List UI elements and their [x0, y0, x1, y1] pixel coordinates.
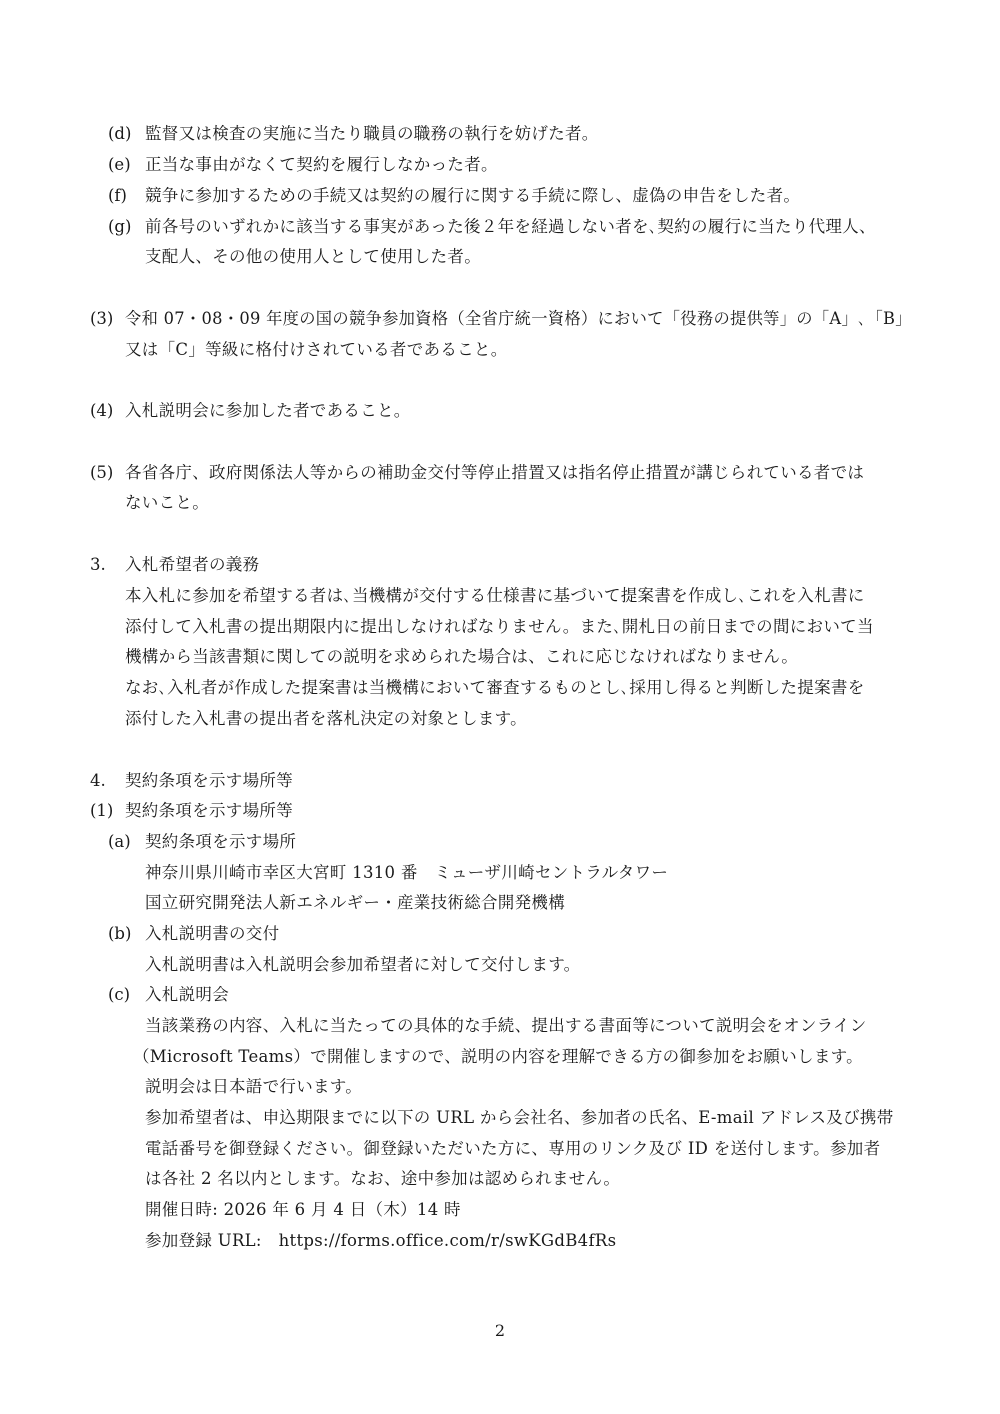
item-b-text: 入札説明書は入札説明会参加希望者に対して交付します。	[145, 955, 581, 974]
item-c-heading: 入札説明会	[145, 985, 229, 1004]
item-c-line: は各社 2 名以内とします。なお、途中参加は認められません。	[145, 1169, 621, 1188]
item-g-marker: (g)	[108, 217, 132, 236]
item-c-marker: (c)	[108, 985, 131, 1004]
item-c-date: 開催日時: 2026 年 6 月 4 日（木）14 時	[145, 1200, 461, 1219]
item3-line1: 令和 07・08・09 年度の国の競争参加資格（全省庁統一資格）において「役務の提供等」の「A」､「B」	[125, 309, 912, 328]
item-b-marker: (b)	[108, 924, 132, 943]
item-a-heading: 契約条項を示す場所	[145, 832, 297, 851]
item-c-line: （Microsoft Teams）で開催しますので、説明の内容を理解できる方の御参加をお願いします。	[133, 1047, 863, 1066]
item-c-url[interactable]: 参加登録 URL: https://forms.office.com/r/swKGdB4fRs	[145, 1231, 617, 1250]
item-f-marker: (f)	[108, 186, 127, 205]
item5-marker: (5)	[90, 463, 114, 482]
item-d-text: 監督又は検査の実施に当たり職員の職務の執行を妨げた者。	[145, 124, 599, 143]
item-c-line: 当該業務の内容、入札に当たっての具体的な手続、提出する書面等について説明会をオンライン	[145, 1016, 867, 1035]
section4-sub1-marker: (1)	[90, 801, 114, 820]
item-c-line: 参加希望者は、申込期限までに以下の URL から会社名、参加者の氏名、E-mail アドレス及び携帯	[145, 1108, 894, 1127]
item-a-org: 国立研究開発法人新エネルギー・産業技術総合開発機構	[145, 893, 565, 912]
item-f-text: 競争に参加するための手続又は契約の履行に関する手続に際し、虚偽の申告をした者。	[145, 186, 801, 205]
section4-heading: 契約条項を示す場所等	[125, 771, 293, 790]
section3-line: 機構から当該書類に関しての説明を求められた場合は、これに応じなければなりません。	[125, 647, 798, 666]
item-e-text: 正当な事由がなくて契約を履行しなかった者。	[145, 155, 498, 174]
item-e-marker: (e)	[108, 155, 131, 174]
item3-line2: 又は「C」等級に格付けされている者であること。	[125, 340, 508, 359]
item5-line2: ないこと。	[125, 493, 209, 512]
item3-marker: (3)	[90, 309, 114, 328]
item-c-line: 電話番号を御登録ください。御登録いただいた方に、専用のリンク及び ID を送付します。参加者	[145, 1139, 881, 1158]
item-d-marker: (d)	[108, 124, 132, 143]
item5-line1: 各省各庁、政府関係法人等からの補助金交付等停止措置又は指名停止措置が講じられている者では	[125, 463, 865, 482]
item-b-heading: 入札説明書の交付	[145, 924, 280, 943]
page-number: 2	[494, 1321, 506, 1340]
section3-line: なお､入札者が作成した提案書は当機構において審査するものとし､採用し得ると判断した提案書を	[125, 678, 865, 697]
item-c-line: 説明会は日本語で行います。	[145, 1077, 363, 1096]
section4-sub1-heading: 契約条項を示す場所等	[125, 801, 293, 820]
item4-text: 入札説明会に参加した者であること。	[125, 401, 411, 420]
section3-line: 添付して入札書の提出期限内に提出しなければなりません。また､開札日の前日までの間において当	[125, 617, 874, 636]
item-g-line2: 支配人、その他の使用人として使用した者。	[145, 247, 481, 266]
section3-line: 添付した入札書の提出者を落札決定の対象とします。	[125, 709, 527, 728]
item-a-address: 神奈川県川崎市幸区大宮町 1310 番 ミューザ川崎セントラルタワー	[145, 863, 669, 882]
section3-heading: 入札希望者の義務	[125, 555, 260, 574]
item4-marker: (4)	[90, 401, 114, 420]
item-g-line1: 前各号のいずれかに該当する事実があった後２年を経過しない者を､契約の履行に当たり代理人、	[145, 217, 876, 236]
section3-line: 本入札に参加を希望する者は､当機構が交付する仕様書に基づいて提案書を作成し､これを入札書に	[125, 586, 865, 605]
section4-number: 4.	[90, 771, 106, 790]
section3-number: 3.	[90, 555, 106, 574]
item-a-marker: (a)	[108, 832, 131, 851]
